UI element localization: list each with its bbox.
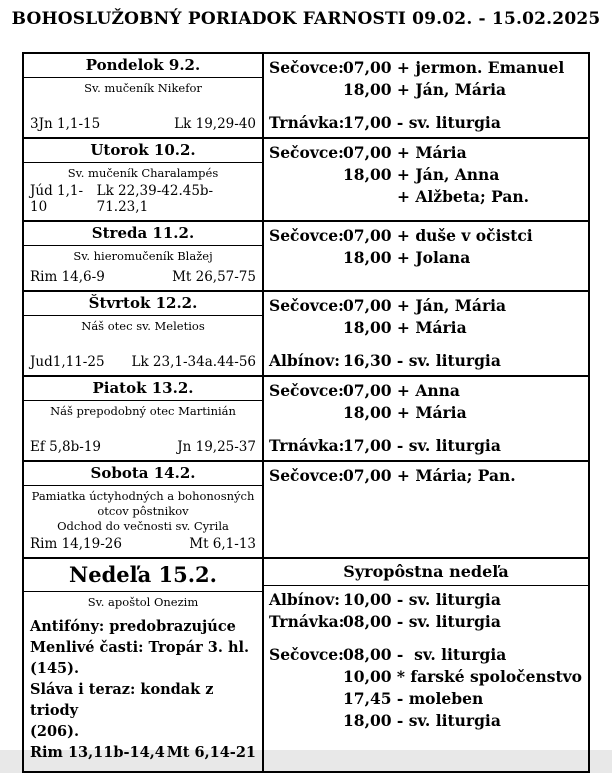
day-row xyxy=(24,375,588,460)
services-cell xyxy=(264,54,588,137)
schedule-table xyxy=(22,52,590,773)
service-time-intention: 18,00 + Jolana xyxy=(343,248,471,267)
feast-line: Pamiatka úctyhodných a bohonosných xyxy=(31,489,255,503)
service-line xyxy=(269,225,584,247)
paragraph-line: Sláva i teraz: kondak z triody xyxy=(30,681,214,719)
gospel-reading: Mt 26,57-75 xyxy=(172,269,256,285)
service-time-intention: 07,00 + Ján, Mária xyxy=(343,296,507,315)
service-line xyxy=(269,644,584,666)
service-time-intention: 07,00 + jermon. Emanuel xyxy=(343,58,565,77)
epistle-reading: Rim 14,6-9 xyxy=(30,269,105,285)
service-line xyxy=(269,435,584,457)
feast-line: Náš otec sv. Meletios xyxy=(81,319,205,333)
service-place: Albínov: xyxy=(269,351,340,370)
gospel-reading: Mt 6,1-13 xyxy=(189,536,256,552)
service-place xyxy=(269,633,343,644)
feast-line: Odchod do večnosti sv. Cyrila xyxy=(57,519,229,533)
day-name: Streda 11.2. xyxy=(24,222,262,246)
service-line xyxy=(269,79,584,101)
scripture-readings xyxy=(24,267,262,290)
feast-line: otcov pôstnikov xyxy=(97,504,189,518)
service-place: Sečovce: xyxy=(269,381,344,400)
service-place xyxy=(269,424,343,435)
service-line xyxy=(269,142,584,164)
service-time-intention: 07,00 + Mária; Pan. xyxy=(343,466,516,485)
service-time-intention: 07,00 + Anna xyxy=(343,381,460,400)
service-line xyxy=(269,164,584,186)
day-row xyxy=(24,220,588,290)
service-time-intention: 18,00 + Mária xyxy=(343,318,467,337)
service-time-intention: 18,00 - sv. liturgia xyxy=(343,711,501,730)
feast-title xyxy=(24,246,262,264)
feast-title xyxy=(24,78,262,96)
gospel-reading: Jn 19,25-37 xyxy=(177,439,256,455)
epistle-reading: Jud1,11-25 xyxy=(30,354,105,370)
scripture-readings xyxy=(24,742,262,771)
service-line xyxy=(269,247,584,269)
feast-line: Sv. apoštol Onezim xyxy=(87,595,199,609)
day-info-cell xyxy=(24,462,264,557)
day-info-cell xyxy=(24,139,264,220)
day-info-cell xyxy=(24,377,264,460)
service-line xyxy=(269,710,584,732)
day-info-cell xyxy=(24,54,264,137)
services-list xyxy=(264,292,588,375)
scripture-readings xyxy=(24,114,262,137)
service-place: Sečovce: xyxy=(269,645,344,664)
day-name: Sobota 14.2. xyxy=(24,462,262,486)
day-row xyxy=(24,137,588,220)
services-list xyxy=(264,139,588,211)
feast-line: Náš prepodobný otec Martinián xyxy=(50,404,236,418)
paragraph-line: Antifóny: predobrazujúce xyxy=(30,618,236,635)
service-place xyxy=(269,164,343,186)
service-line xyxy=(269,350,584,372)
service-time-intention: + Alžbeta; Pan. xyxy=(343,187,530,206)
services-cell xyxy=(264,377,588,460)
service-line xyxy=(269,112,584,134)
service-time-intention: 17,00 - sv. liturgia xyxy=(343,113,501,132)
epistle-reading: Ef 5,8b-19 xyxy=(30,439,101,455)
paragraph-line: (206). xyxy=(30,723,80,740)
service-line xyxy=(269,465,584,487)
service-place xyxy=(269,247,343,269)
service-place: Sečovce: xyxy=(269,143,344,162)
page-title: BOHOSLUŽOBNÝ PORIADOK FARNOSTI 09.02. - 15.02.2025 xyxy=(11,9,601,29)
service-time-intention: 08,00 - sv. liturgia xyxy=(343,645,507,664)
feast-title xyxy=(24,401,262,419)
service-place: Albínov: xyxy=(269,590,340,609)
day-name: Nedeľa 15.2. xyxy=(24,559,262,592)
services-cell xyxy=(264,292,588,375)
epistle-reading: 3Jn 1,1-15 xyxy=(30,116,101,132)
service-place: Trnávka: xyxy=(269,113,345,132)
gospel-reading: Lk 22,39-42.45b-71.23,1 xyxy=(96,183,214,215)
service-place: Sečovce: xyxy=(269,466,344,485)
service-place: Trnávka: xyxy=(269,436,345,455)
service-place xyxy=(269,101,343,112)
gospel-reading: Lk 23,1-34a.44-56 xyxy=(131,354,256,370)
service-place xyxy=(269,79,343,101)
service-line xyxy=(269,666,584,688)
service-place xyxy=(269,710,343,732)
service-place xyxy=(269,317,343,339)
feast-line: Sv. mučeník Charalampés xyxy=(67,166,219,180)
day-row xyxy=(24,290,588,375)
service-time-intention: 07,00 + Mária xyxy=(343,143,467,162)
service-place xyxy=(269,666,343,688)
service-time-intention: 18,00 + Mária xyxy=(343,403,467,422)
service-line xyxy=(269,186,584,208)
service-line xyxy=(269,688,584,710)
feast-title xyxy=(24,592,262,610)
sunday-title: Syropôstna nedeľa xyxy=(264,559,588,586)
service-time-intention: 10,00 * farské spoločenstvo xyxy=(343,667,582,686)
day-info-cell xyxy=(24,292,264,375)
service-time-intention: 18,00 + Ján, Anna xyxy=(343,165,500,184)
service-time-intention: 07,00 + duše v očistci xyxy=(343,226,533,245)
service-line xyxy=(269,295,584,317)
service-place xyxy=(269,688,343,710)
service-line xyxy=(269,380,584,402)
day-info-cell xyxy=(24,559,264,771)
service-line xyxy=(269,633,584,644)
services-cell xyxy=(264,462,588,557)
scripture-readings xyxy=(24,181,262,220)
epistle-reading: Rim 14,19-26 xyxy=(30,536,122,552)
services-cell xyxy=(264,139,588,220)
day-row xyxy=(24,460,588,557)
service-time-intention: 10,00 - sv. liturgia xyxy=(343,590,501,609)
services-list xyxy=(264,586,588,735)
service-line xyxy=(269,57,584,79)
service-time-intention: 17,45 - moleben xyxy=(343,689,484,708)
gospel-reading: Lk 19,29-40 xyxy=(174,116,256,132)
service-line xyxy=(269,339,584,350)
day-info-cell xyxy=(24,222,264,290)
scripture-readings xyxy=(24,352,262,375)
day-row xyxy=(24,557,588,771)
service-place: Sečovce: xyxy=(269,226,344,245)
scripture-readings xyxy=(24,437,262,460)
gospel-reading: Mt 6,14-21 xyxy=(166,744,256,761)
service-line xyxy=(269,611,584,633)
day-name: Utorok 10.2. xyxy=(24,139,262,163)
services-list xyxy=(264,222,588,272)
service-place xyxy=(269,186,343,208)
paragraph-line: Menlivé časti: Tropár 3. hl. (145). xyxy=(30,639,250,677)
service-place xyxy=(269,339,343,350)
feast-title xyxy=(24,163,262,181)
feast-title xyxy=(24,486,262,534)
service-line xyxy=(269,101,584,112)
service-time-intention: 17,00 - sv. liturgia xyxy=(343,436,501,455)
day-name: Štvrtok 12.2. xyxy=(24,292,262,316)
scripture-readings xyxy=(24,534,262,557)
day-name: Piatok 13.2. xyxy=(24,377,262,401)
services-cell xyxy=(264,559,588,771)
services-list xyxy=(264,377,588,460)
feast-line: Sv. hieromučeník Blažej xyxy=(73,249,213,263)
service-line xyxy=(269,402,584,424)
day-row xyxy=(24,54,588,137)
feast-line: Sv. mučeník Nikefor xyxy=(84,81,202,95)
service-line xyxy=(269,317,584,339)
service-time-intention: 18,00 + Ján, Mária xyxy=(343,80,507,99)
services-list xyxy=(264,462,588,490)
variable-parts-text xyxy=(24,610,262,742)
service-line xyxy=(269,589,584,611)
service-time-intention: 08,00 - sv. liturgia xyxy=(343,612,501,631)
feast-title xyxy=(24,316,262,334)
services-cell xyxy=(264,222,588,290)
epistle-reading: Júd 1,1-10 xyxy=(30,183,84,215)
epistle-reading: Rim 13,11b-14,4 xyxy=(30,744,165,761)
service-place: Trnávka: xyxy=(269,612,345,631)
service-line xyxy=(269,424,584,435)
service-time-intention: 16,30 - sv. liturgia xyxy=(343,351,501,370)
services-list xyxy=(264,54,588,137)
service-place xyxy=(269,402,343,424)
service-place: Sečovce: xyxy=(269,58,344,77)
service-place: Sečovce: xyxy=(269,296,344,315)
day-name: Pondelok 9.2. xyxy=(24,54,262,78)
